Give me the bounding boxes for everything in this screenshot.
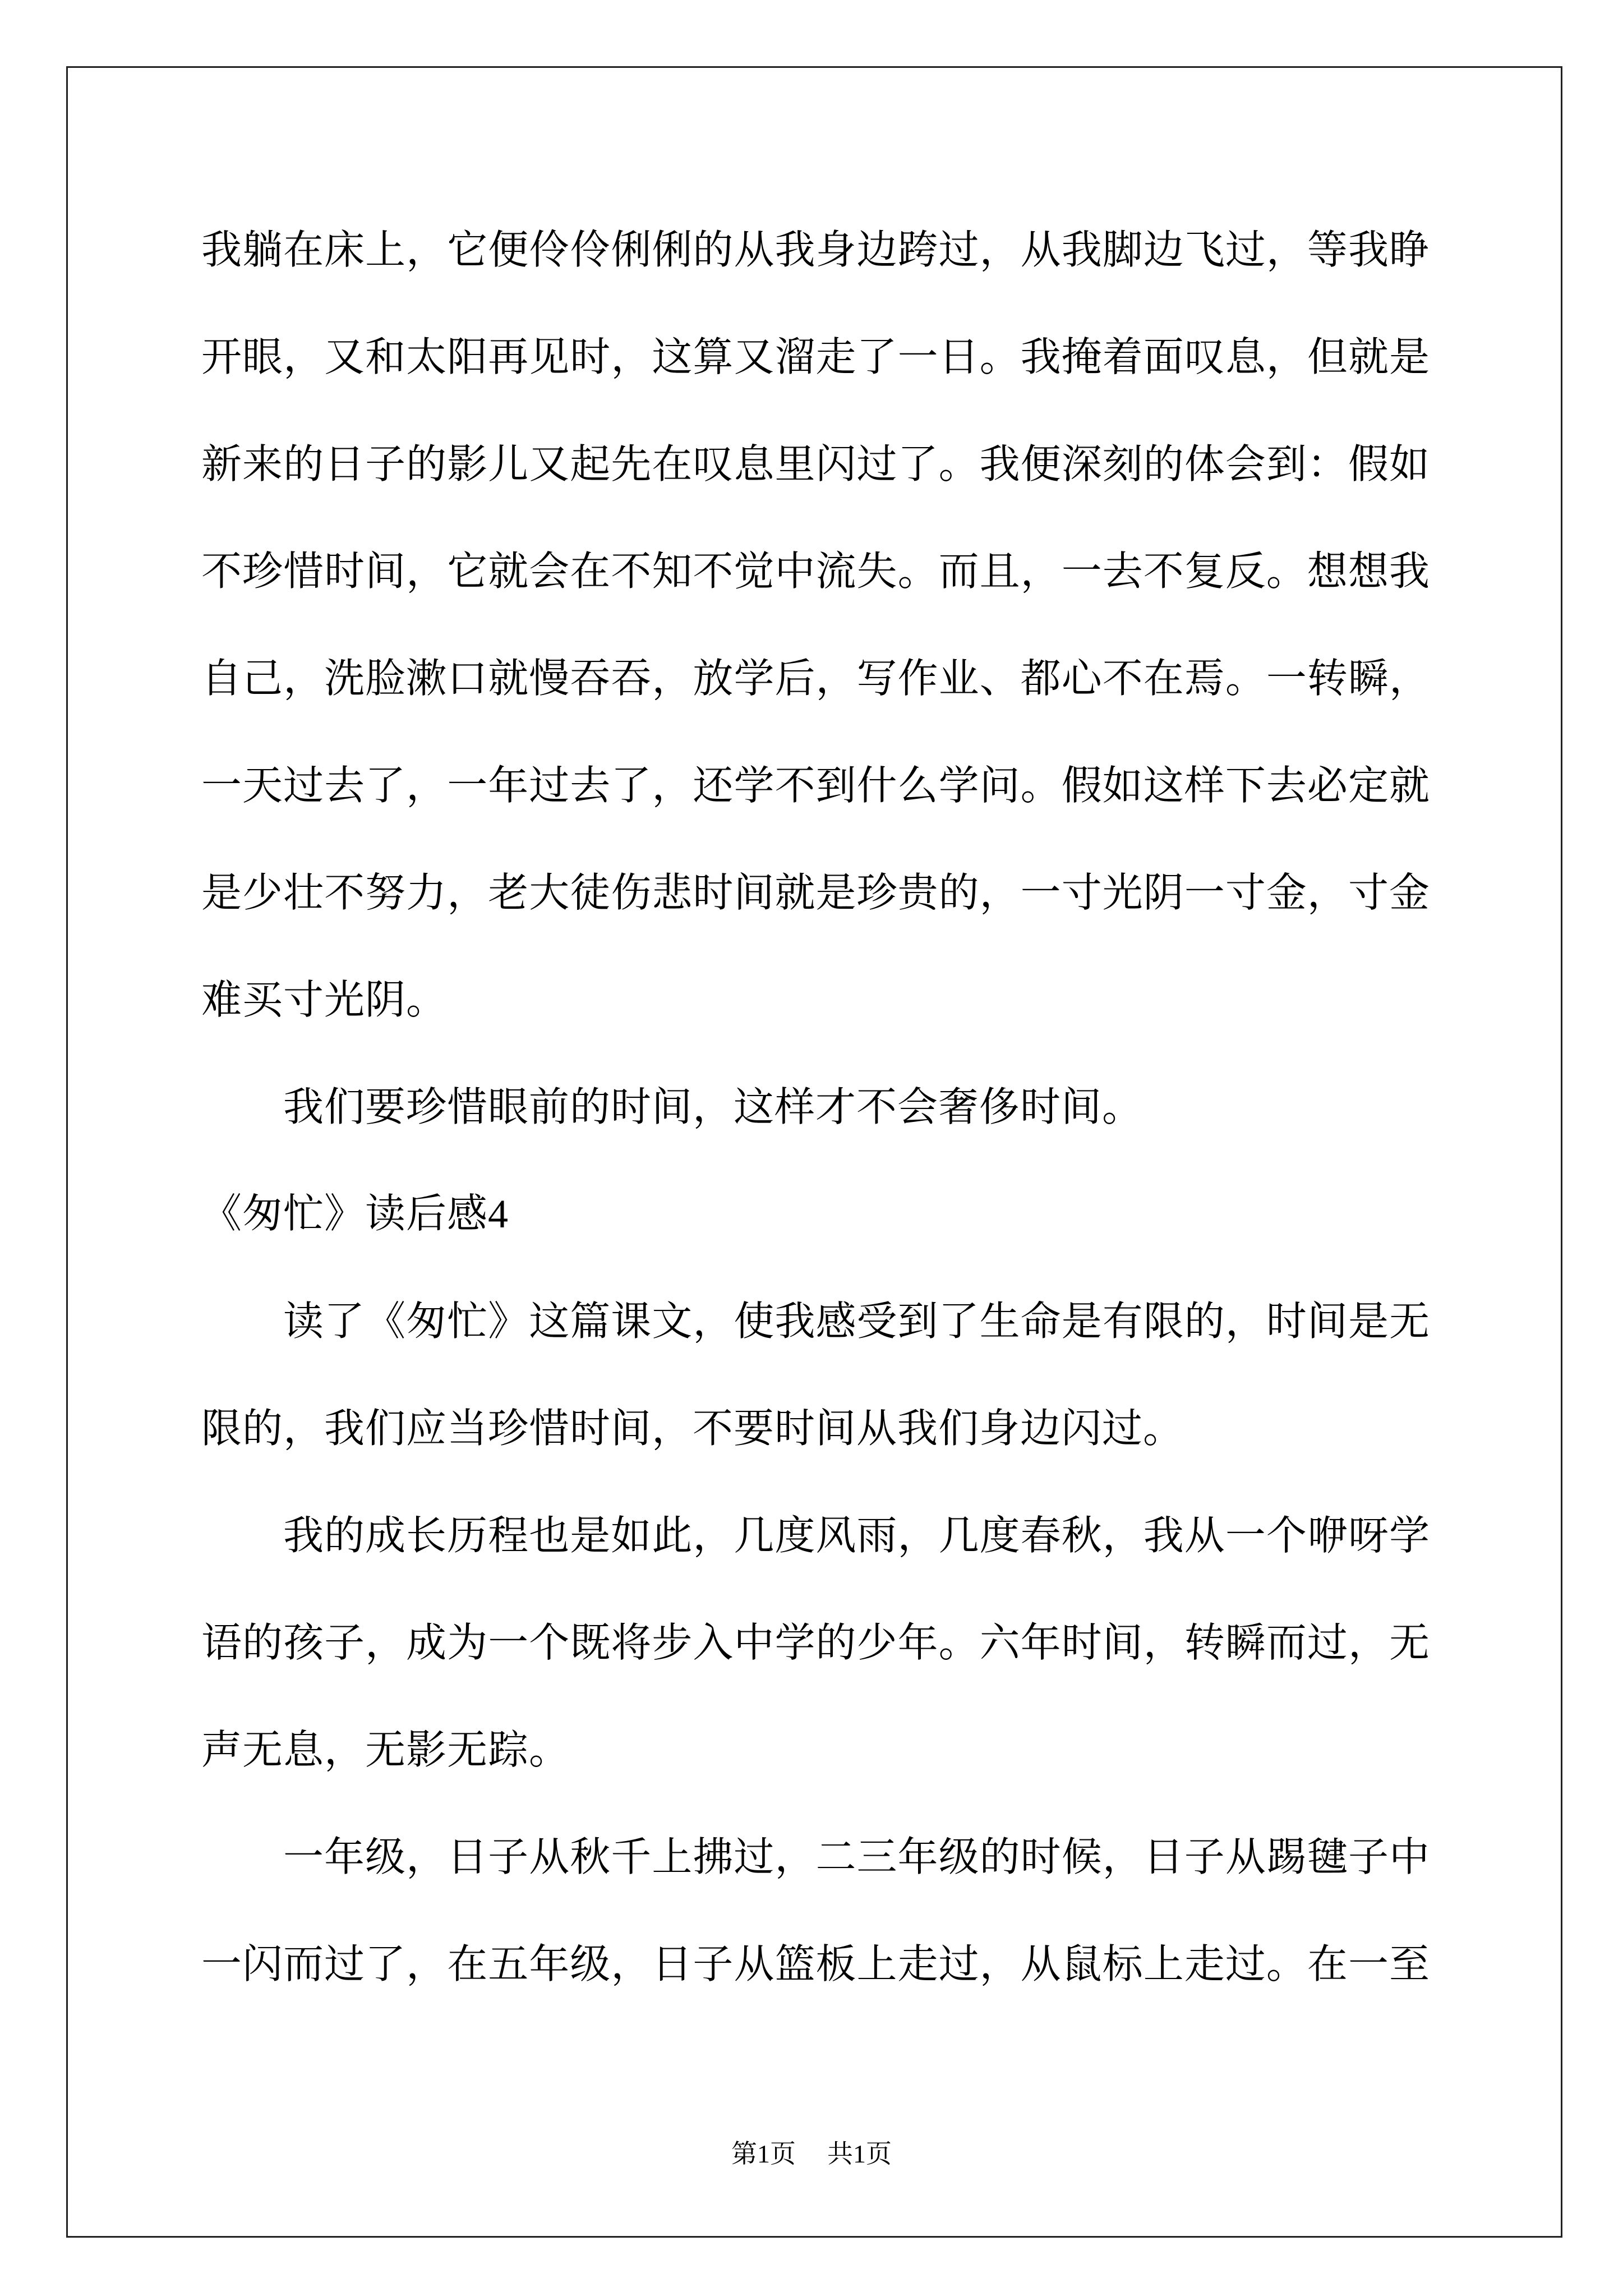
page-number-label: 第1页 [731,2139,796,2168]
text-line: 新来的日子的影儿又起先在叹息里闪过了。我便深刻的体会到：假如 [201,440,1430,487]
text-line: 读了《匆忙》这篇课文，使我感受到了生命是有限的，时间是无 [283,1297,1430,1345]
page-total-label: 共1页 [827,2139,892,2168]
paragraph [201,196,1435,1053]
paragraph [201,1268,1435,1482]
text-line: 语的孩子，成为一个既将步入中学的少年。六年时间，转瞬而过，无 [201,1619,1430,1666]
paragraph [201,1482,1435,1803]
essay-title: 《匆忙》读后感4 [201,1191,509,1236]
text-line: 不珍惜时间，它就会在不知不觉中流失。而且，一去不复反。想想我 [201,547,1430,595]
text-line: 自己，洗脸漱口就慢吞吞，放学后，写作业、都心不在焉。一转瞬， [201,655,1430,702]
text-line: 我躺在床上，它便伶伶俐俐的从我身边跨过，从我脚边飞过，等我睁 [201,226,1430,273]
text-line: 我们要珍惜眼前的时间，这样才不会奢侈时间。 [283,1083,1144,1130]
text-line: 一年级，日子从秋千上拂过，二三年级的时候，日子从踢毽子中 [283,1833,1430,1880]
paragraph [201,1803,1435,2018]
text-line: 限的，我们应当珍惜时间，不要时间从我们身边闪过。 [201,1405,1184,1452]
text-line: 是少壮不努力，老大徒伤悲时间就是珍贵的，一寸光阴一寸金，寸金 [201,869,1430,916]
text-line: 一闪而过了，在五年级，日子从篮板上走过，从鼠标上走过。在一至 [201,1940,1430,1987]
document-body [201,196,1435,2018]
paragraph [201,1053,1435,1161]
text-line: 声无息，无影无踪。 [201,1726,570,1773]
text-line: 开眼，又和太阳再见时，这算又溜走了一日。我掩着面叹息，但就是 [201,333,1430,380]
text-line: 难买寸光阴。 [201,976,448,1023]
page-footer [0,2136,1623,2172]
text-line: 一天过去了，一年过去了，还学不到什么学问。假如这样下去必定就 [201,762,1430,809]
text-line: 我的成长历程也是如此，几度风雨，几度春秋，我从一个咿呀学 [283,1512,1430,1559]
